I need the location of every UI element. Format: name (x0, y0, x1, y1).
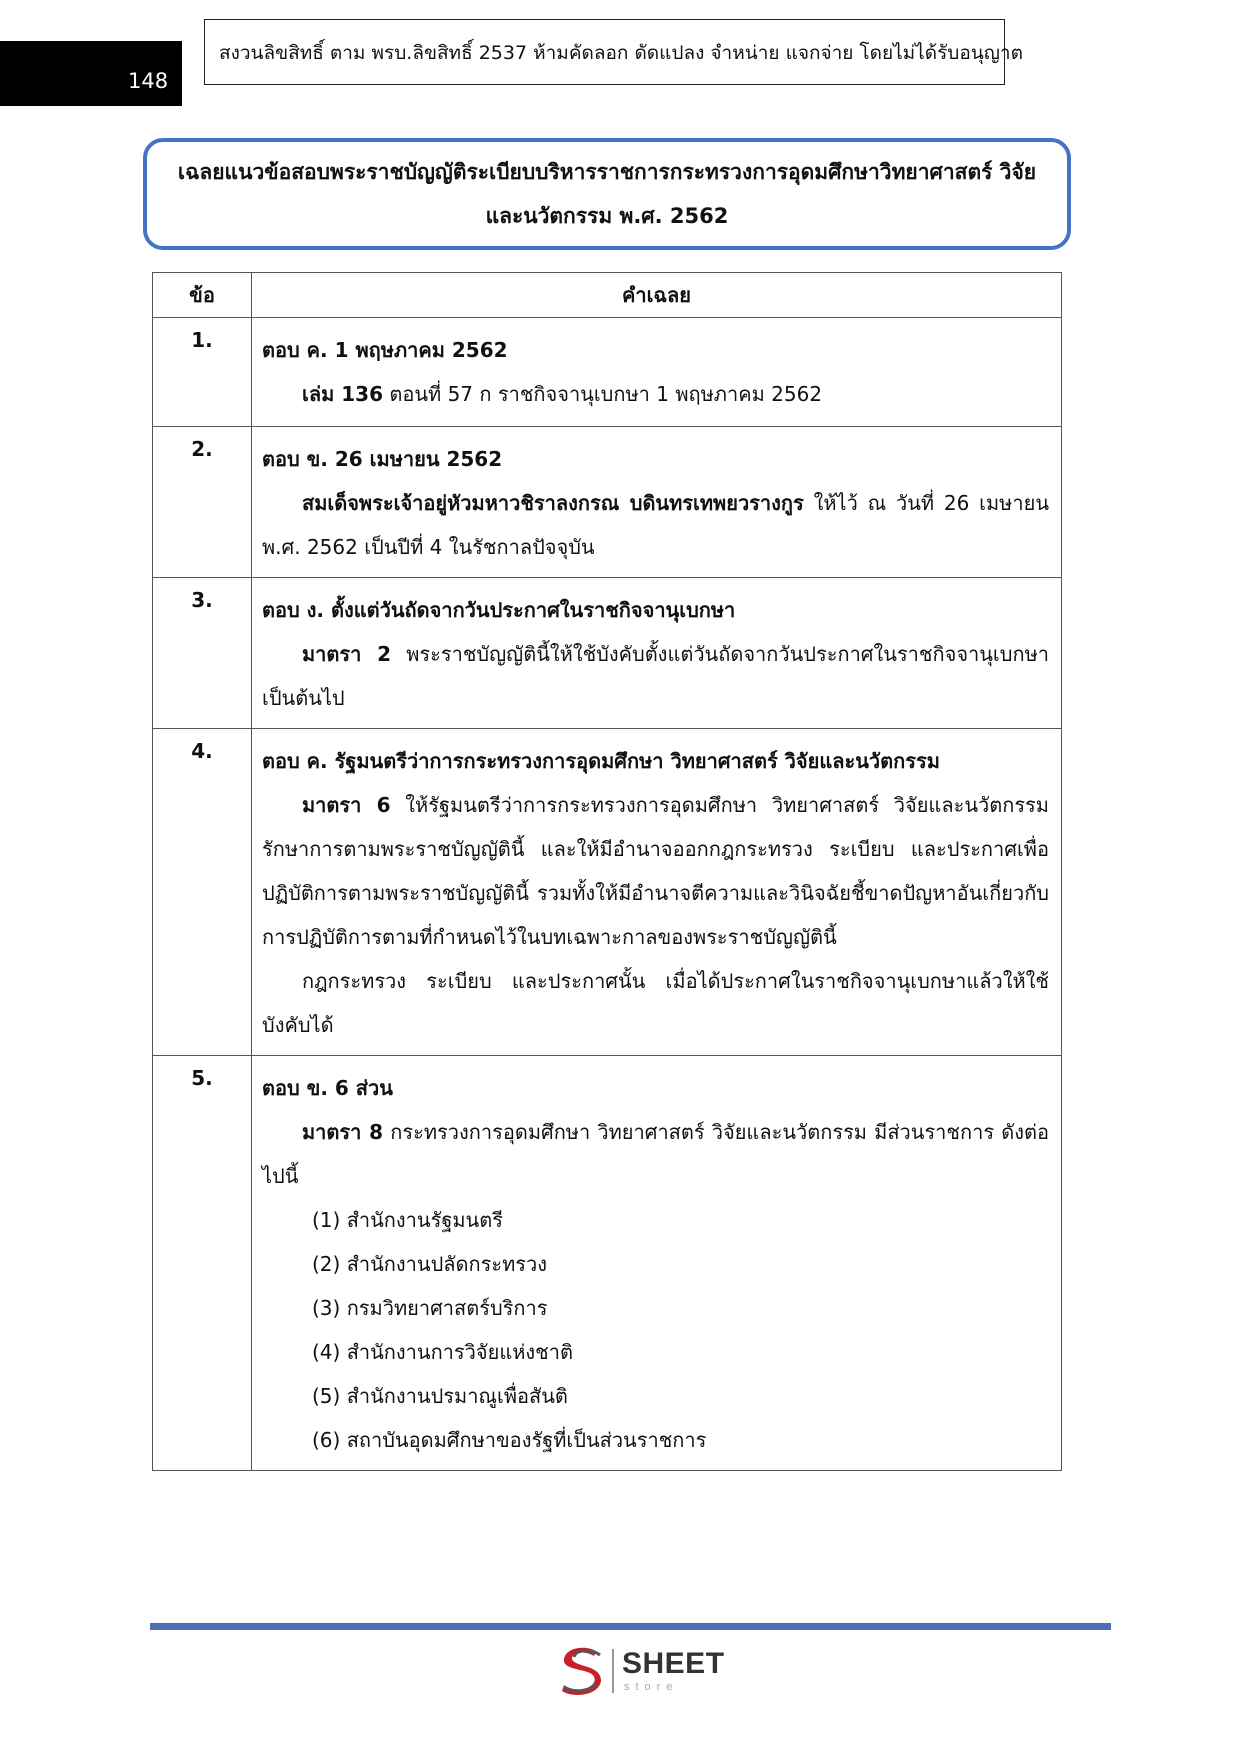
table-row (153, 1056, 1062, 1471)
list-item: (5) สำนักงานปรมาณูเพื่อสันติ (312, 1384, 568, 1408)
answer-table (152, 272, 1062, 1471)
copyright-notice: สงวนลิขสิทธิ์ ตาม พรบ.ลิขสิทธิ์ 2537 ห้ามคัดลอก ดัดแปลง จำหน่าย แจกจ่าย โดยไม่ได้รับอนุญาต (204, 19, 1005, 85)
title-line-2: และนวัตกรรม พ.ศ. 2562 (485, 204, 729, 228)
row-number: 3. (153, 578, 252, 729)
detail-bold: เล่ม 136 (302, 382, 383, 406)
detail-text: กระทรวงการอุดมศึกษา วิทยาศาสตร์ วิจัยและนวัตกรรม มีส่วนราชการ ดังต่อไปนี้ (262, 1120, 1049, 1188)
title-line-1: เฉลยแนวข้อสอบพระราชบัญญัติระเบียบบริหารราชการกระทรวงการอุดมศึกษาวิทยาศาสตร์ วิจัย (177, 160, 1037, 184)
answer-cell (252, 578, 1062, 729)
detail-bold: สมเด็จพระเจ้าอยู่หัวมหาวชิราลงกรณ บดินทรเทพยวรางกูร (302, 491, 804, 515)
table-row (153, 318, 1062, 427)
answer-detail (262, 481, 1049, 569)
answer-detail (262, 783, 1049, 959)
table-row (153, 729, 1062, 1056)
detail-bold: มาตรา 6 (302, 793, 391, 817)
answer-lead: ตอบ ค. รัฐมนตรีว่าการกระทรวงการอุดมศึกษา วิทยาศาสตร์ วิจัยและนวัตกรรม (262, 749, 940, 773)
list-item: (3) กรมวิทยาศาสตร์บริการ (312, 1296, 548, 1320)
logo-subtext: store (624, 1681, 679, 1693)
page-number: 148 (128, 69, 169, 93)
row-number: 5. (153, 1056, 252, 1471)
list-item: (1) สำนักงานรัฐมนตรี (312, 1208, 503, 1232)
answer-detail (262, 1110, 1049, 1198)
row-number: 4. (153, 729, 252, 1056)
answer-lead: ตอบ ง. ตั้งแต่วันถัดจากวันประกาศในราชกิจจานุเบกษา (262, 598, 736, 622)
answer-cell (252, 427, 1062, 578)
page-number-tab (0, 41, 182, 106)
answer-lead: ตอบ ข. 26 เมษายน 2562 (262, 447, 503, 471)
list-item: (2) สำนักงานปลัดกระทรวง (312, 1252, 548, 1276)
table-row (153, 427, 1062, 578)
answer-cell (252, 318, 1062, 427)
column-header-answer: คำเฉลย (252, 273, 1062, 318)
detail-text: พระราชบัญญัตินี้ให้ใช้บังคับตั้งแต่วันถัดจากวันประกาศในราชกิจจานุเบกษาเป็นต้นไป (262, 642, 1049, 710)
answer-cell (252, 729, 1062, 1056)
list-item: (4) สำนักงานการวิจัยแห่งชาติ (312, 1340, 573, 1364)
column-header-no: ข้อ (153, 273, 252, 318)
detail-text: ให้ไว้ ณ วันที่ 26 เมษายน พ.ศ. 2562 เป็นปีที่ 4 ในรัชกาลปัจจุบัน (262, 491, 1049, 559)
row-number: 2. (153, 427, 252, 578)
list-item: (6) สถาบันอุดมศึกษาของรัฐที่เป็นส่วนราชการ (312, 1428, 707, 1452)
footer-divider (150, 1623, 1111, 1630)
answer-lead: ตอบ ค. 1 พฤษภาคม 2562 (262, 338, 508, 362)
detail-text: ตอนที่ 57 ก ราชกิจจานุเบกษา 1 พฤษภาคม 2562 (383, 382, 823, 406)
detail-text: ให้รัฐมนตรีว่าการกระทรวงการอุดมศึกษา วิทยาศาสตร์ วิจัยและนวัตกรรม รักษาการตามพระราชบัญญัตินี้ และให้มีอำนาจออกกฎกระทรวง ระเบียบ และประกาศเพื่อปฏิบัติการตามพระราชบัญญัตินี้ รวมทั้งให้มีอำนาจตีความและวินิจฉัยชี้ขาดปัญหาอันเกี่ยวกับการปฏิบัติการตามที่กำหนดไว้ในบทเฉพาะกาลของพระราชบัญญัตินี้ (262, 793, 1049, 949)
detail-bold: มาตรา 8 (302, 1120, 384, 1144)
s-logo-icon (556, 1643, 608, 1697)
answer-cell (252, 1056, 1062, 1471)
table-row (153, 578, 1062, 729)
document-title-box (143, 138, 1071, 250)
row-number: 1. (153, 318, 252, 427)
answer-detail-2: กฎกระทรวง ระเบียบ และประกาศนั้น เมื่อได้ประกาศในราชกิจจานุเบกษาแล้วให้ใช้บังคับได้ (262, 969, 1049, 1037)
detail-bold: มาตรา 2 (302, 642, 392, 666)
sheet-store-logo (556, 1643, 726, 1697)
logo-text: SHEET (622, 1647, 725, 1680)
answer-lead: ตอบ ข. 6 ส่วน (262, 1076, 393, 1100)
answer-detail (262, 632, 1049, 720)
table-header-row (153, 273, 1062, 318)
answer-detail (262, 372, 1049, 416)
logo-divider (612, 1649, 614, 1693)
